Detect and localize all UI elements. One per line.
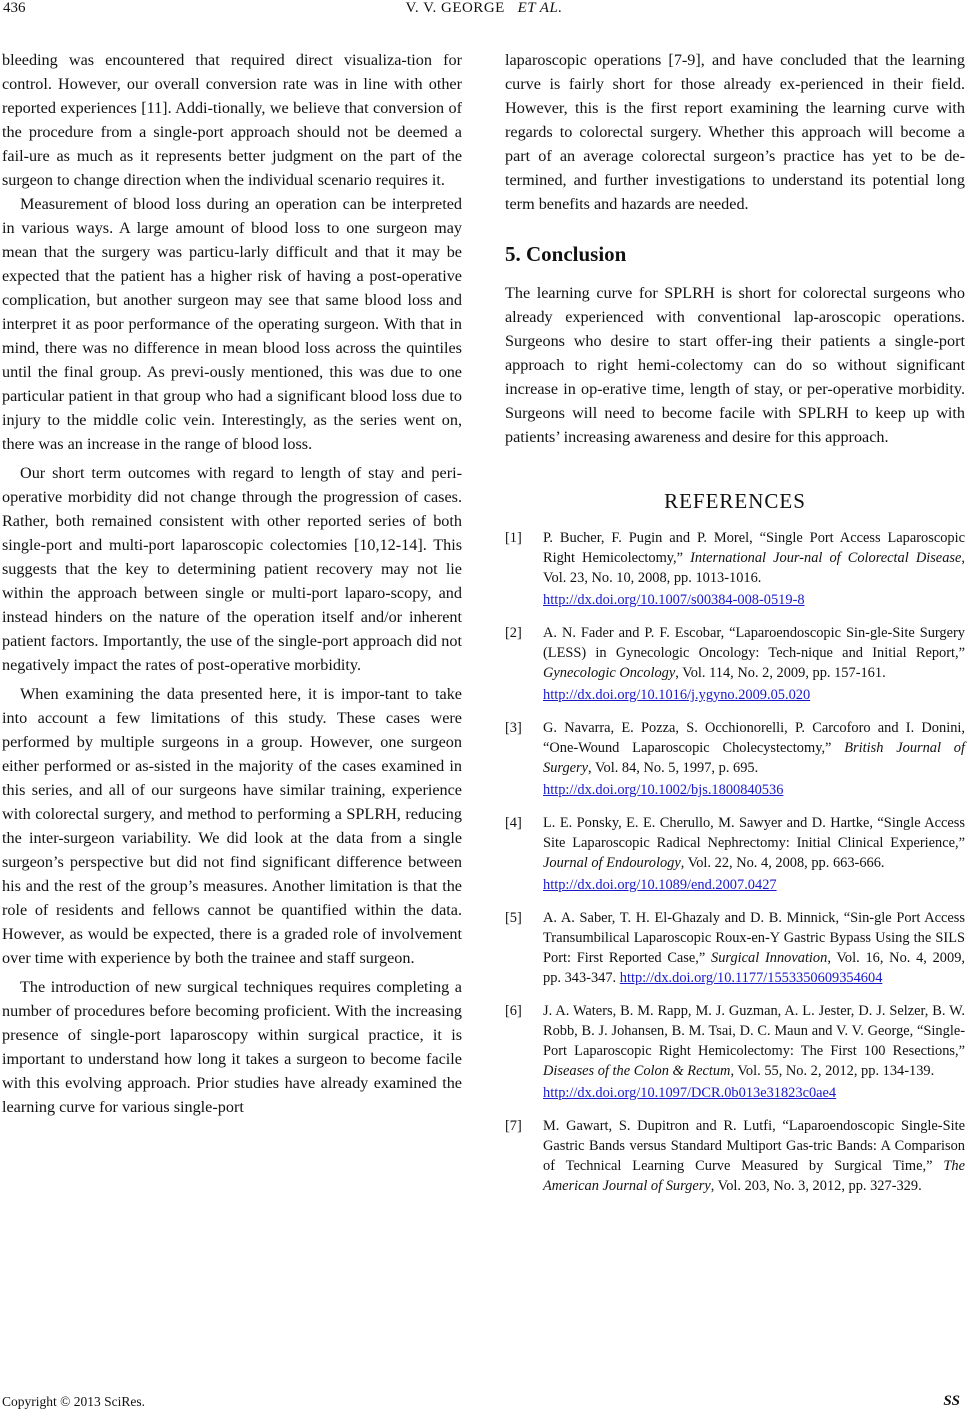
reference-number: [3] [505, 720, 522, 736]
reference-journal: British Journal of Surgery [543, 740, 965, 776]
reference-item [505, 1001, 965, 1103]
running-header-etal: ET AL. [517, 0, 563, 16]
reference-number: [1] [505, 530, 522, 546]
reference-list [505, 528, 965, 1196]
paragraph-blood-loss: Measurement of blood loss during an operation can be interpreted in various ways. A large amount of blood loss to one surgeon may mean that the surgery was particu-larly difficult and that it may be expected that the patient has a higher risk of having a post-operative complication, but another surgeon may see that same blood loss and interpret it as poor performance of the operating surgeon. With that in mind, there was no difference in mean blood loss across the quintiles until the final group. As previ-ously mentioned, this was due to one particular patient in that group who had a significant blood loss due to injury to the middle colic vein. Interestingly, as the series went on, there was an increase in the range of blood loss. [2, 195, 462, 453]
footer-copyright: Copyright © 2013 SciRes. [2, 1394, 146, 1409]
reference-item [505, 908, 965, 988]
reference-journal: Gynecologic Oncology [543, 665, 676, 681]
reference-journal: The American Journal of Surgery [543, 1158, 965, 1194]
reference-authors-title: J. A. Waters, B. M. Rapp, M. J. Guzman, A. L. Jester, D. J. Selzer, B. W. Robb, B. J. Johansen, B. M. Tsai, D. C. Maun and V. V. George, “Single-Port Laparoscopic Right Hemicolectomy: The First 100 Resections,” [543, 1003, 965, 1059]
reference-text [543, 813, 965, 895]
reference-text [543, 623, 965, 705]
reference-text [543, 1001, 965, 1103]
reference-number: [7] [505, 1118, 522, 1134]
conclusion-heading: 5. Conclusion [505, 242, 627, 266]
reference-item [505, 718, 965, 800]
reference-item [505, 813, 965, 895]
page-number: 436 [3, 0, 26, 16]
reference-authors-title: A. N. Fader and P. F. Escobar, “Laparoendoscopic Sin-gle-Site Surgery (LESS) in Gynecologic Oncology: Tech-nique and Initial Report,” [543, 625, 965, 661]
right-column [505, 48, 965, 1209]
reference-doi-link[interactable]: http://dx.doi.org/10.1089/end.2007.0427 [543, 877, 777, 893]
reference-details: , Vol. 23, No. 10, 2008, pp. 1013-1016. [543, 550, 965, 586]
reference-authors-title: G. Navarra, E. Pozza, S. Occhionorelli, P. Carcoforo and I. Donini, “One-Wound Laparoscopic Cholecystectomy,” [543, 720, 965, 756]
reference-item [505, 1116, 965, 1196]
conclusion-paragraph: The learning curve for SPLRH is short for colorectal surgeons who already experienced with conventional lap-aroscopic operations. Surgeons who desire to start offer-ing their patients a single-port approach to right hemi-colectomy can do so without significant increase in op-erative time, length of stay, or per-operative morbidity. Surgeons will need to become facile with SPLRH to keep up with patients’ increasing awareness and desire for this approach. [505, 284, 965, 446]
reference-text [543, 1116, 965, 1196]
reference-journal: International Jour-nal of Colorectal Disease [690, 550, 962, 566]
reference-text [543, 908, 965, 988]
reference-item [505, 623, 965, 705]
reference-doi-link[interactable]: http://dx.doi.org/10.1016/j.ygyno.2009.05.020 [543, 687, 811, 703]
reference-doi-link[interactable]: http://dx.doi.org/10.1177/1553350609354604 [619, 970, 883, 986]
reference-number: [5] [505, 910, 522, 926]
reference-text [543, 718, 965, 800]
paragraph-new-techniques: The introduction of new surgical techniques requires completing a number of procedures before becoming proficient. With the increasing presence of single-port laparoscopy within surgical practice, it is important to understand how long it takes a surgeon to become facile with this evolving approach. Prior studies have already examined the learning curve for various single-port [2, 978, 462, 1116]
reference-text [543, 528, 965, 610]
paragraph-short-term-outcomes: Our short term outcomes with regard to length of stay and peri-operative morbidity did not change through the progression of cases. Rather, both remained consistent with other reported series of both single-port and multi-port laparoscopic colectomies [10,12-14]. This suggests that the key to determining patient recovery may not lie within the approach between single or multi-port laparo-scopy, and instead hinders on the nature of the operation itself and/or inherent patient factors. Importantly, the use of the single-port approach did not negatively impact the rates of post-operative morbidity. [2, 464, 462, 674]
reference-doi-link[interactable]: http://dx.doi.org/10.1097/DCR.0b013e31823c0ae4 [543, 1085, 837, 1101]
paragraph-limitations: When examining the data presented here, it is impor-tant to take into account a few limitations of this study. These cases were performed by multiple surgeons in a group. However, one surgeon either performed or as-sisted in the majority of the cases examined in this series, and all of our surgeons have similar training, experience with colorectal surgery, and method to performing a SPLRH, reducing the inter-surgeon variability. We did look at the data from a single surgeon’s perspective but did not find significant difference between his and the rest of the group’s measures. Another limitation is that the role of residents and fellows cannot be quantified within the data. However, as would be expected, there is a graded role of involvement over time with experience by both the trainee and staff surgeon. [2, 685, 462, 967]
running-header-names: V. V. GEORGE [405, 0, 505, 16]
reference-details: , Vol. 55, No. 2, 2012, pp. 134-139. [730, 1063, 935, 1079]
reference-number: [6] [505, 1003, 522, 1019]
reference-authors-title: M. Gawart, S. Dupitron and R. Lutfi, “Laparoendoscopic Single-Site Gastric Bands versus Standard Multiport Gas-tric Bands: A Comparison of Technical Learning Curve Measured by Surgical Time,” [543, 1118, 965, 1174]
references-heading: REFERENCES [664, 489, 806, 513]
paragraph-continuation: laparoscopic operations [7-9], and have concluded that the learning curve is fairly short for those already ex-perienced in their field. However, this is the first report examining the learning curve with regards to colorectal surgery. Whether this approach will become a part of an average colorectal surgeon’s practice has yet to be de-termined, and further investigations to understand its potential long term benefits and hazards are needed. [505, 51, 965, 213]
reference-details: , Vol. 114, No. 2, 2009, pp. 157-161. [675, 665, 886, 681]
reference-details: , Vol. 22, No. 4, 2008, pp. 663-666. [680, 855, 885, 871]
reference-number: [4] [505, 815, 522, 831]
reference-number: [2] [505, 625, 522, 641]
reference-journal: Surgical Innovation [711, 950, 828, 966]
reference-item [505, 528, 965, 610]
reference-doi-link[interactable]: http://dx.doi.org/10.1007/s00384-008-0519-8 [543, 592, 805, 608]
reference-journal: Diseases of the Colon & Rectum [543, 1063, 731, 1079]
reference-doi-link[interactable]: http://dx.doi.org/10.1002/bjs.1800840536 [543, 782, 784, 798]
reference-authors-title: P. Bucher, F. Pugin and P. Morel, “Single Port Access Laparoscopic Right Hemicolectomy,” [543, 530, 965, 566]
reference-details: , Vol. 203, No. 3, 2012, pp. 327-329. [710, 1178, 922, 1194]
running-header-authors [0, 0, 968, 17]
reference-authors-title: A. A. Saber, T. H. El-Ghazaly and D. B. Minnick, “Sin-gle Port Access Transumbilical Laparoscopic Roux-en-Y Gastric Bypass Using the SILS Port: First Reported Case,” [543, 910, 965, 966]
reference-authors-title: L. E. Ponsky, E. E. Cherullo, M. Sawyer and D. Hartke, “Single Access Site Laparoscopic Radical Nephrectomy: Initial Clinical Experience,” [543, 815, 965, 851]
reference-details: , Vol. 16, No. 4, 2009, pp. 343-347. [543, 950, 965, 986]
paragraph-conversion: bleeding was encountered that required direct visualiza-tion for control. However, our overall conversion rate was in line with other reported experiences [11]. Addi-tionally, we believe that conversion of the procedure from a single-port approach should not be deemed a fail-ure as much as it represents better judgment on the part of the surgeon to change direction when the individual scenario requires it. [2, 51, 462, 189]
left-column [2, 48, 462, 1119]
reference-journal: Journal of Endourology [543, 855, 681, 871]
footer-journal-abbrev: SS [943, 1393, 960, 1409]
reference-details: , Vol. 84, No. 5, 1997, p. 695. [588, 760, 759, 776]
